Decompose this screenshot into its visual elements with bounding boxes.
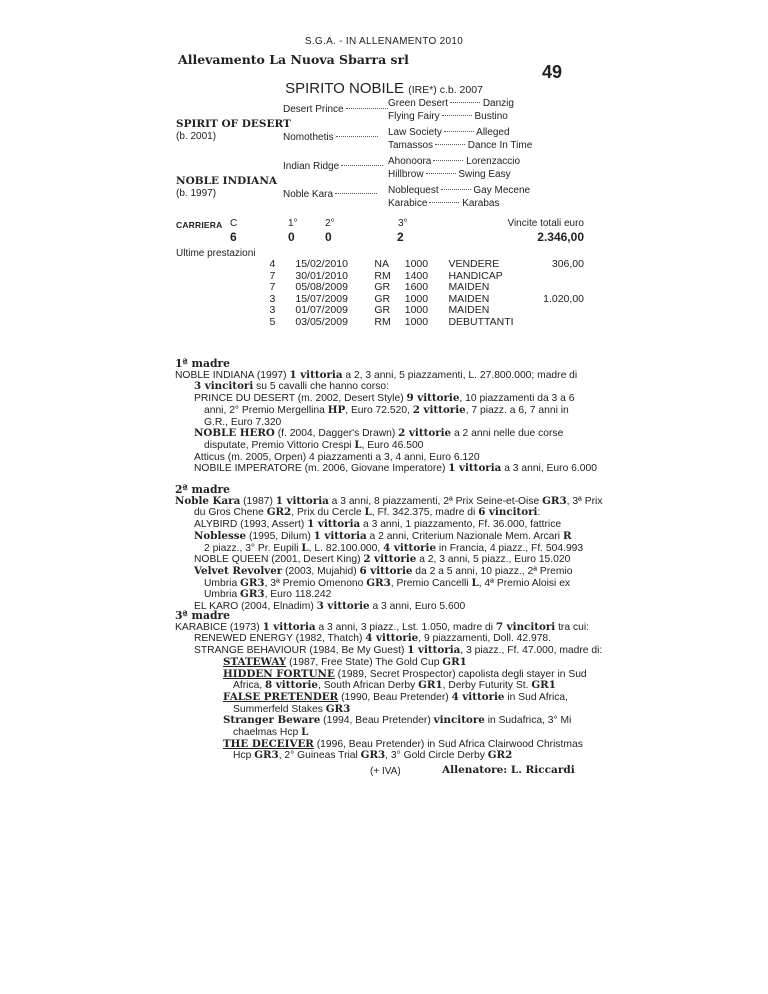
third-dam-title: 3ª madre xyxy=(175,609,231,622)
race-position: 7 xyxy=(269,269,276,282)
trainer-name: Allenatore: L. Riccardi xyxy=(442,764,575,776)
text-line: Hcp GR3, 2° Guineas Trial GR3, 3° Gold Circle Derby GR2 xyxy=(233,749,513,762)
ggs-row: Tamassos Dance In Time xyxy=(388,139,533,151)
text-line: G.R., Euro 7.320 xyxy=(204,416,282,428)
race-date: 03/05/2009 xyxy=(295,315,348,328)
ggs-row: Ahonoora Lorenzaccio xyxy=(388,156,521,167)
second-value: 0 xyxy=(325,230,332,244)
race-earnings: 1.020,00 xyxy=(543,292,584,305)
race-earnings xyxy=(543,305,584,317)
text-line: FALSE PRETENDER (1990, Beau Pretender) 4 vittorie in Sud Africa, xyxy=(223,690,569,703)
text-line: disputate, Premio Vittorio Crespi L, Euro 46.500 xyxy=(204,438,424,451)
catalog-header: S.G.A. - IN ALLENAMENTO 2010 xyxy=(304,36,464,47)
race-type: MAIDEN xyxy=(448,292,490,305)
race-earnings xyxy=(543,317,584,329)
starts-value: 6 xyxy=(230,230,237,244)
earnings-value: 2.346,00 xyxy=(537,230,584,244)
race-position: 3 xyxy=(269,292,276,305)
grandsire-2: Nomothetis xyxy=(283,132,378,145)
recent-label: Ultime prestazioni xyxy=(176,248,256,259)
grandsire-3: Indian Ridge xyxy=(283,161,383,174)
text-line: Atticus (m. 2005, Orpen) 4 piazzamenti a 3, 4 anni, Euro 6.120 xyxy=(194,451,480,463)
race-row xyxy=(176,282,584,294)
race-track: GR xyxy=(374,304,391,316)
text-line: Stranger Beware (1994, Beau Pretender) vincitore in Sudafrica, 3° Mi xyxy=(223,714,572,727)
text-line: 3 vincitori su 5 cavalli che hanno corso: xyxy=(194,380,389,393)
third-label: 3° xyxy=(398,218,408,229)
text-line: STATEWAY (1987, Free State) The Gold Cup GR1 xyxy=(223,655,467,668)
text-line: PRINCE DU DESERT (m. 2002, Desert Style) 9 vittorie, 10 piazzamenti da 3 a 6 xyxy=(194,392,575,405)
race-track: GR xyxy=(374,281,391,293)
text-line: Umbria GR3, Euro 118.242 xyxy=(204,588,332,601)
horse-details: (IRE*) c.b. 2007 xyxy=(408,84,483,96)
race-position: 5 xyxy=(269,315,276,328)
race-date: 01/07/2009 xyxy=(295,304,348,316)
grandsire-4: Noble Kara xyxy=(283,189,377,202)
race-position: 4 xyxy=(269,258,276,270)
text-line: ALYBIRD (1993, Assert) 1 vittoria a 3 anni, 1 piazzamento, Ff. 36.000, fattrice xyxy=(194,518,562,531)
race-type: MAIDEN xyxy=(448,281,490,293)
text-line: RENEWED ENERGY (1982, Thatch) 4 vittorie, 9 piazzamenti, Doll. 42.978. xyxy=(194,632,552,645)
first-label: 1° xyxy=(288,218,298,229)
race-earnings xyxy=(543,282,584,294)
text-line: Velvet Revolver (2003, Mujahid) 6 vittorie da 2 a 5 anni, 10 piazz., 2ª Premio xyxy=(194,564,573,577)
race-type: MAIDEN xyxy=(448,304,490,316)
race-row xyxy=(176,317,584,329)
text-line: NOBLE QUEEN (2001, Desert King) 2 vittorie a 2, 3 anni, 5 piazz., Euro 15.020 xyxy=(194,553,571,566)
text-line: chaelmas Hcp L xyxy=(233,726,309,739)
third-dam-section xyxy=(175,609,603,762)
race-position: 7 xyxy=(269,281,276,293)
race-date: 30/01/2010 xyxy=(295,269,348,282)
race-distance: 1600 xyxy=(404,281,429,293)
ggs-row: Law Society Alleged xyxy=(388,127,510,138)
race-type: HANDICAP xyxy=(448,269,503,282)
text-line: EL KARO (2004, Elnadim) 3 vittorie a 3 anni, Euro 5.600 xyxy=(194,600,466,613)
earnings-label: Vincite totali euro xyxy=(507,218,584,229)
race-distance: 1000 xyxy=(404,315,429,328)
second-label: 2° xyxy=(325,218,335,229)
horse-title xyxy=(0,80,768,97)
race-date: 15/07/2009 xyxy=(295,292,348,305)
text-line: Noblesse (1995, Dilum) 1 vittoria a 2 anni, Criterium Nazionale Mem. Arcari R xyxy=(194,529,572,542)
race-row xyxy=(176,259,584,271)
race-distance: 1000 xyxy=(404,258,429,270)
recent-races-table xyxy=(176,259,584,328)
race-track: GR xyxy=(374,292,391,305)
dam-year: (b. 1997) xyxy=(176,188,217,199)
text-line: NOBILE IMPERATORE (m. 2006, Giovane Imperatore) 1 vittoria a 3 anni, Euro 6.000 xyxy=(194,462,597,475)
career-label: CARRIERA xyxy=(176,220,223,230)
race-position: 3 xyxy=(269,304,276,316)
race-track: RM xyxy=(374,315,391,328)
text-line: KARABICE (1973) 1 vittoria a 3 anni, 3 piazz., Lst. 1.050, madre di 7 vincitori tra cui: xyxy=(175,620,589,633)
race-earnings xyxy=(543,271,584,283)
race-type: DEBUTTANTI xyxy=(448,315,514,328)
text-line: HIDDEN FORTUNE (1989, Secret Prospector) capolista degli stayer in Sud xyxy=(223,667,587,680)
ggs-row: Karabice Karabas xyxy=(388,197,500,209)
text-line: anni, 2° Premio Mergellina HP, Euro 72.520, 2 vittorie, 7 piazz. a 6, 7 anni in xyxy=(204,403,569,416)
ggs-row: Noblequest Gay Mecene xyxy=(388,185,531,196)
text-line: Summerfeld Stakes GR3 xyxy=(233,702,351,715)
text-line: STRANGE BEHAVIOUR (1984, Be My Guest) 1 vittoria, 3 piazz., Ff. 47.000, madre di: xyxy=(194,644,603,657)
owner-name: Allevamento La Nuova Sbarra srl xyxy=(178,52,409,67)
ggs-row: Green Desert Danzig xyxy=(388,98,514,109)
race-earnings: 306,00 xyxy=(551,258,584,270)
race-distance: 1000 xyxy=(404,304,429,316)
text-line: NOBLE HERO (f. 2004, Dagger's Drawn) 2 vittorie a 2 anni nelle due corse xyxy=(194,427,564,440)
ggs-row: Flying Fairy Bustino xyxy=(388,110,508,122)
text-line: du Gros Chene GR2, Prix du Cercle L, Ff. 342.375, madre di 6 vincitori: xyxy=(194,506,541,519)
horse-name: SPIRITO NOBILE xyxy=(285,80,405,97)
text-line: Noble Kara (1987) 1 vittoria a 3 anni, 8 piazzamenti, 2ª Prix Seine-et-Oise GR3, 3ª Prix xyxy=(175,494,603,507)
third-value: 2 xyxy=(397,230,404,244)
second-dam-section xyxy=(175,483,603,613)
text-line: 2 piazz., 3° Pr. Eupili L, L. 82.100.000, 4 vittorie in Francia, 4 piazz., Ff. 504.993 xyxy=(204,541,584,554)
vat-note: (+ IVA) xyxy=(370,766,401,777)
race-type: VENDERE xyxy=(448,258,500,270)
race-distance: 1000 xyxy=(404,292,429,305)
first-value: 0 xyxy=(288,230,295,244)
first-dam-title: 1ª madre xyxy=(175,357,231,370)
race-date: 05/08/2009 xyxy=(295,281,348,293)
dam-name: NOBLE INDIANA xyxy=(176,175,278,187)
race-track: NA xyxy=(374,258,389,270)
ggs-row: Hillbrow Swing Easy xyxy=(388,168,511,180)
text-line: Africa, 8 vittorie, South African Derby GR1, Derby Futurity St. GR1 xyxy=(233,679,556,692)
first-dam-section xyxy=(175,358,595,475)
race-date: 15/02/2010 xyxy=(295,258,348,270)
text-line: THE DECEIVER (1996, Beau Pretender) in Sud Africa Clairwood Christmas xyxy=(223,737,583,750)
great-grandsires xyxy=(388,98,532,210)
starts-label: C xyxy=(230,218,238,229)
sire-year: (b. 2001) xyxy=(176,131,217,142)
race-track: RM xyxy=(374,269,391,282)
second-dam-title: 2ª madre xyxy=(175,483,231,496)
text-line: Umbria GR3, 3ª Premio Omenono GR3, Premio Cancelli L, 4ª Premio Aloisi ex xyxy=(204,576,571,589)
race-distance: 1400 xyxy=(404,269,429,282)
race-row xyxy=(176,305,584,317)
text-line: NOBLE INDIANA (1997) 1 vittoria a 2, 3 anni, 5 piazzamenti, L. 27.800.000; madre di xyxy=(175,368,578,381)
sire-name: SPIRIT OF DESERT xyxy=(176,118,291,130)
lot-number: 49 xyxy=(542,62,563,82)
grandsire-1: Desert Prince xyxy=(283,104,388,117)
